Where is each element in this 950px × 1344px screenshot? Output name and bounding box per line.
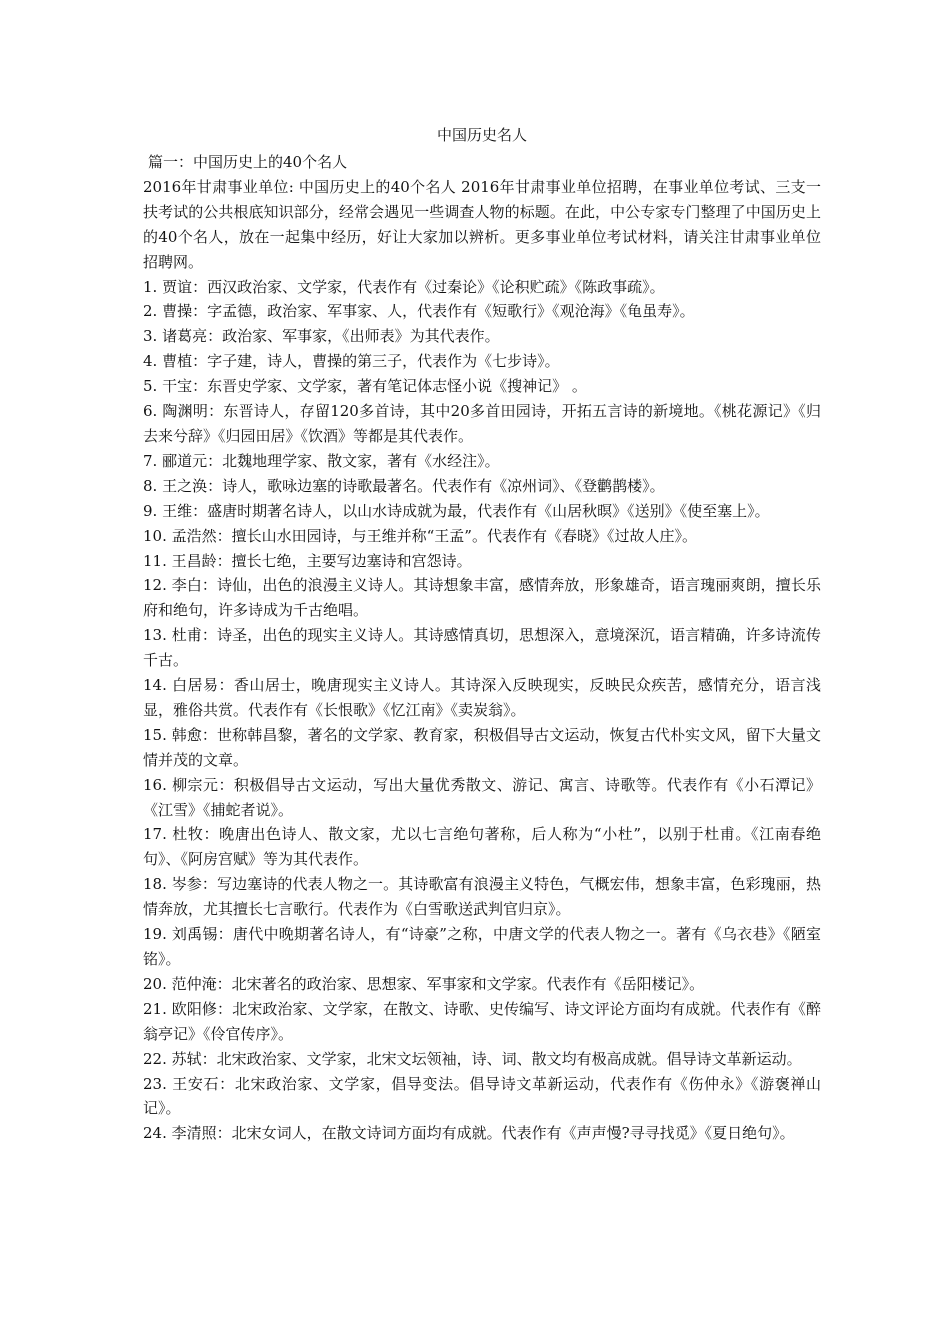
- list-item: 18. 岑参：写边塞诗的代表人物之一。其诗歌富有浪漫主义特色，气概宏伟，想象丰富，色彩瑰丽，热情奔放，尤其擅长七言歌行。代表作为《白雪歌送武判官归京》。: [143, 875, 821, 919]
- list-item: 12. 李白：诗仙，出色的浪漫主义诗人。其诗想象丰富，感情奔放，形象雄奇，语言瑰丽爽朗，擅长乐府和绝句，许多诗成为千古绝唱。: [143, 576, 821, 620]
- list-item: 9. 王维：盛唐时期著名诗人，以山水诗成就为最，代表作有《山居秋暝》《送别》《使至塞上》。: [143, 501, 770, 520]
- list-item: 14. 白居易：香山居士，晚唐现实主义诗人。其诗深入反映现实，反映民众疾苦，感情充分，语言浅显，雅俗共赏。代表作有《长恨歌》《忆江南》《卖炭翁》。: [143, 676, 821, 719]
- list-item: 24. 李清照：北宋女词人，在散文诗词方面均有成就。代表作有《声声慢?寻寻找觅》《夏日绝句》。: [143, 1124, 795, 1143]
- list-item: 20. 范仲淹：北宋著名的政治家、思想家、军事家和文学家。代表作有《岳阳楼记》。: [143, 974, 705, 993]
- list-item: 5. 干宝：东晋史学家、文学家，著有笔记体志怪小说《搜神记》 。: [143, 377, 587, 396]
- list-item: 3. 诸葛亮：政治家、军事家，《出师表》为其代表作。: [143, 327, 500, 346]
- document-subtitle: 篇一：中国历史上的40个名人: [148, 153, 348, 171]
- list-item: 11. 王昌龄：擅长七绝，主要写边塞诗和宫怨诗。: [143, 551, 472, 570]
- list-item: 1. 贾谊：西汉政治家、文学家，代表作有《过秦论》《论积贮疏》《陈政事疏》。: [143, 277, 665, 296]
- list-item: 17. 杜牧：晚唐出色诗人、散文家，尤以七言绝句著称，后人称为“小杜”，以别于杜甫。《江南春绝句》、《阿房宫赋》等为其代表作。: [143, 825, 821, 869]
- list-item: 23. 王安石：北宋政治家、文学家，倡导变法。倡导诗文革新运动，代表作有《伤仲永》《游褒禅山记》。: [143, 1074, 821, 1118]
- list-item: 7. 郦道元：北魏地理学家、散文家，著有《水经注》。: [143, 451, 500, 470]
- list-item: 15. 韩愈：世称韩昌黎，著名的文学家、教育家，积极倡导古文运动，恢复古代朴实文风，留下大量文情并茂的文章。: [143, 725, 821, 769]
- list-item: 6. 陶渊明：东晋诗人，存留120多首诗，其中20多首田园诗，开拓五言诗的新境地。《桃花源记》《归去来兮辞》《归园田居》《饮酒》等都是其代表作。: [143, 402, 821, 445]
- list-item: 8. 王之涣：诗人，歌咏边塞的诗歌最著名。代表作有《凉州词》、《登鹳鹊楼》。: [143, 476, 665, 495]
- list-item: 16. 柳宗元：积极倡导古文运动，写出大量优秀散文、游记、寓言、诗歌等。代表作有《小石潭记》《江雪》《捕蛇者说》。: [143, 775, 821, 819]
- person-list: [143, 275, 821, 1147]
- document-intro: 2016年甘肃事业单位: 中国历史上的40个名人 2016年甘肃事业单位招聘，在事业单位考试、三支一扶考试的公共根底知识部分，经常会遇见一些调查人物的标题。在此，中公专家专门整理了中国历史上的40个名人，放在一起集中经历，好让大家加以辨析。更多事业单位考试材料，请关注甘肃事业单位招聘网。: [143, 177, 821, 271]
- list-item: 13. 杜甫：诗圣，出色的现实主义诗人。其诗感情真切，思想深入，意境深沉，语言精确，许多诗流传千古。: [143, 626, 821, 670]
- list-item: 21. 欧阳修：北宋政治家、文学家，在散文、诗歌、史传编写、诗文评论方面均有成就。代表作有《醉翁亭记》《伶官传序》。: [143, 999, 821, 1043]
- document-page: [143, 120, 821, 1146]
- list-item: 22. 苏轼：北宋政治家、文学家，北宋文坛领袖，诗、词、散文均有极高成就。倡导诗文革新运动。: [143, 1049, 802, 1068]
- list-item: 10. 孟浩然：擅长山水田园诗，与王维并称“王孟”。代表作有《春晓》《过故人庄》。: [143, 526, 697, 545]
- list-item: 19. 刘禹锡：唐代中晚期著名诗人，有“诗豪”之称，中唐文学的代表人物之一。著有《乌衣巷》《陋室铭》。: [143, 925, 821, 968]
- document-title: 中国历史名人: [436, 126, 527, 144]
- list-item: 4. 曹植：字子建，诗人，曹操的第三子，代表作为《七步诗》。: [143, 352, 560, 371]
- list-item: 2. 曹操：字孟德，政治家、军事家、人，代表作有《短歌行》《观沧海》《龟虽寿》。: [143, 302, 695, 321]
